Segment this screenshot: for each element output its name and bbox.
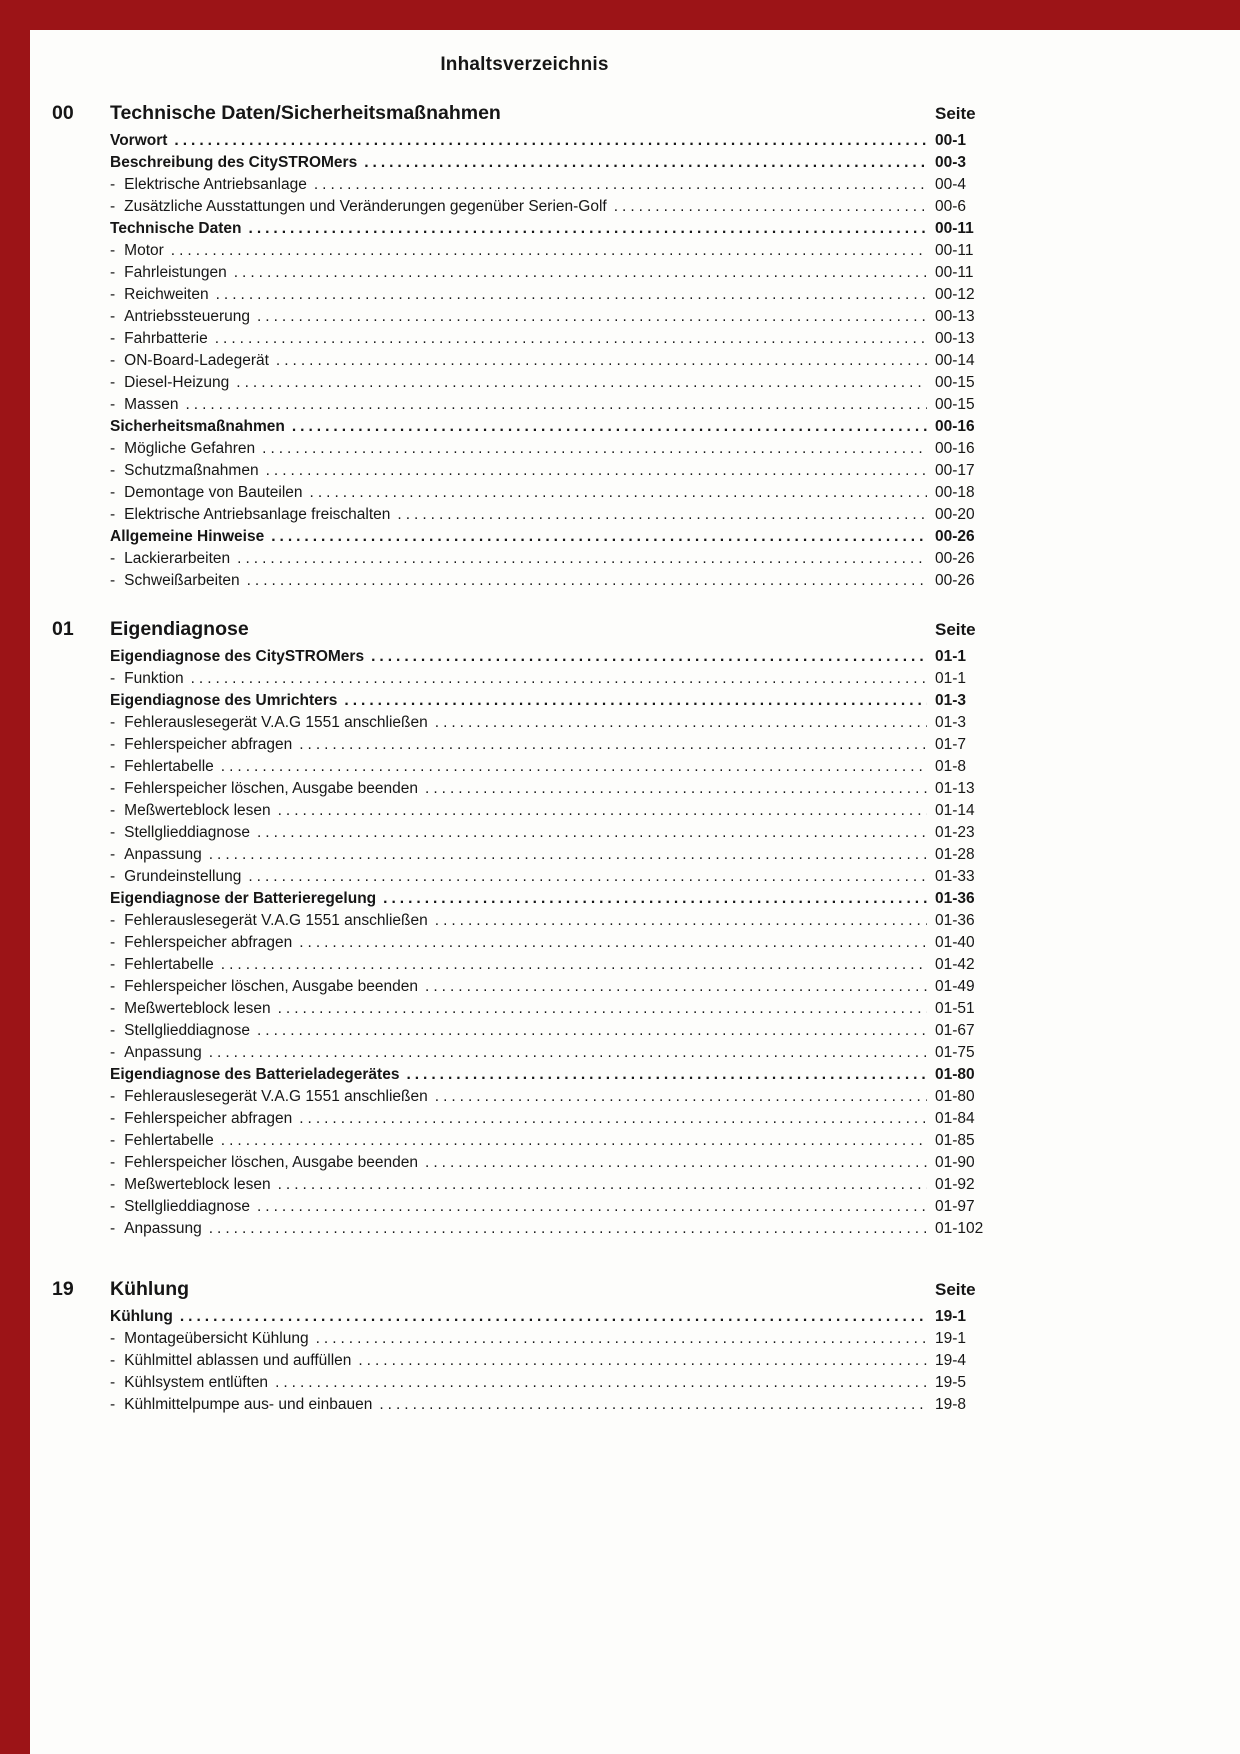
entry-page-number: 00-11 <box>935 242 974 259</box>
entry-page-number: 00-11 <box>935 264 974 281</box>
entry-page-number: 01-3 <box>935 692 967 709</box>
toc-entry <box>52 284 997 306</box>
toc-entry <box>52 690 997 712</box>
section-title: Eigendiagnose <box>110 618 249 640</box>
entry-page-number: 00-26 <box>935 550 975 567</box>
dot-leader <box>247 570 927 592</box>
entry-label: - Fehlerspeicher abfragen <box>110 734 292 756</box>
entry-label: - Anpassung <box>110 1042 202 1064</box>
entry-page-number: 01-80 <box>935 1066 975 1083</box>
toc-entry <box>52 218 997 240</box>
entry-label: - Motor <box>110 240 164 262</box>
entry-label: Sicherheitsmaßnahmen <box>110 418 285 435</box>
toc-entry <box>52 976 997 998</box>
entry-label: Kühlung <box>110 1308 173 1325</box>
toc-entry <box>52 328 997 350</box>
toc-entry <box>52 350 997 372</box>
dot-leader <box>262 438 927 460</box>
entry-page-number: 00-14 <box>935 352 975 369</box>
dot-leader <box>171 240 927 262</box>
entry-label: Eigendiagnose des Batterieladegerätes <box>110 1066 400 1083</box>
dot-leader <box>379 1394 927 1416</box>
entry-label: Eigendiagnose des CitySTROMers <box>110 648 365 665</box>
entry-label: - Stellglieddiagnose <box>110 1196 250 1218</box>
entry-label: Beschreibung des CitySTROMers <box>110 154 358 171</box>
toc-entry <box>52 866 997 888</box>
entry-label: - Schutzmaßnahmen <box>110 460 259 482</box>
entry-page-number: 00-15 <box>935 374 975 391</box>
toc-entry <box>52 668 997 690</box>
section-header <box>52 102 997 125</box>
toc-entry <box>52 306 997 328</box>
dot-leader <box>344 690 927 712</box>
entry-label: - Meßwerteblock lesen <box>110 800 271 822</box>
entry-label: - Kühlsystem entlüften <box>110 1372 268 1394</box>
dot-leader <box>435 712 927 734</box>
entry-label: - Fehlerauslesegerät V.A.G 1551 anschließen <box>110 712 428 734</box>
toc <box>52 102 997 1416</box>
entry-page-number: 00-6 <box>935 198 967 215</box>
toc-entry <box>52 1174 997 1196</box>
dot-leader <box>278 800 927 822</box>
toc-entry <box>52 954 997 976</box>
entry-page-number: 01-84 <box>935 1110 975 1127</box>
toc-entry <box>52 1306 997 1328</box>
entry-label: - Fehlerspeicher abfragen <box>110 932 292 954</box>
entry-label: - Kühlmittel ablassen und auffüllen <box>110 1350 351 1372</box>
entry-page-number: 00-26 <box>935 528 975 545</box>
entry-page-number: 00-3 <box>935 154 967 171</box>
entry-page-number: 01-13 <box>935 780 975 797</box>
entry-page-number: 00-15 <box>935 396 975 413</box>
toc-entry <box>52 1108 997 1130</box>
entry-page-number: 01-51 <box>935 1000 975 1017</box>
entry-label: - Fehlerauslesegerät V.A.G 1551 anschließen <box>110 1086 428 1108</box>
page-column-header: Seite <box>935 1280 976 1299</box>
toc-entry <box>52 1020 997 1042</box>
entry-label: - Montageübersicht Kühlung <box>110 1328 309 1350</box>
section-entries <box>52 1306 997 1416</box>
toc-entry <box>52 1196 997 1218</box>
toc-entry <box>52 932 997 954</box>
toc-section-01 <box>52 618 997 1240</box>
entry-label: - Schweißarbeiten <box>110 570 240 592</box>
dot-leader <box>221 1130 927 1152</box>
toc-entry <box>52 998 997 1020</box>
entry-page-number: 01-33 <box>935 868 975 885</box>
entry-page-number: 01-23 <box>935 824 975 841</box>
toc-entry <box>52 130 997 152</box>
toc-entry <box>52 438 997 460</box>
dot-leader <box>271 526 927 548</box>
entry-page-number: 00-11 <box>935 220 974 237</box>
entry-label: - Elektrische Antriebsanlage <box>110 174 307 196</box>
toc-entry <box>52 822 997 844</box>
dot-leader <box>614 196 927 218</box>
section-number: 01 <box>52 618 74 640</box>
dot-leader <box>237 548 927 570</box>
entry-label: - Fehlertabelle <box>110 954 214 976</box>
section-number: 19 <box>52 1278 74 1300</box>
dot-leader <box>425 778 927 800</box>
dot-leader <box>314 174 927 196</box>
entry-page-number: 01-92 <box>935 1176 975 1193</box>
dot-leader <box>257 1020 927 1042</box>
entry-label: Eigendiagnose des Umrichters <box>110 692 338 709</box>
dot-leader <box>383 888 927 910</box>
entry-label: - Lackierarbeiten <box>110 548 230 570</box>
entry-label: - Antriebssteuerung <box>110 306 250 328</box>
entry-label: - Fehlertabelle <box>110 1130 214 1152</box>
toc-entry <box>52 504 997 526</box>
entry-page-number: 01-14 <box>935 802 975 819</box>
entry-label: - Reichweiten <box>110 284 209 306</box>
entry-label: - Massen <box>110 394 178 416</box>
toc-entry <box>52 416 997 438</box>
entry-page-number: 00-16 <box>935 418 975 435</box>
entry-page-number: 00-4 <box>935 176 967 193</box>
toc-entry <box>52 778 997 800</box>
toc-entry <box>52 394 997 416</box>
entry-page-number: 19-5 <box>935 1374 967 1391</box>
dot-leader <box>358 1350 927 1372</box>
entry-label: Vorwort <box>110 132 168 149</box>
section-title: Kühlung <box>110 1278 190 1300</box>
entry-page-number: 01-75 <box>935 1044 975 1061</box>
toc-entry <box>52 526 997 548</box>
section-entries <box>52 646 997 1240</box>
toc-entry <box>52 1042 997 1064</box>
toc-entry <box>52 646 997 668</box>
entry-label: - Anpassung <box>110 1218 202 1240</box>
toc-entry <box>52 262 997 284</box>
dot-leader <box>266 460 927 482</box>
entry-page-number: 00-16 <box>935 440 975 457</box>
dot-leader <box>397 504 927 526</box>
entry-label: - Fehlerspeicher löschen, Ausgabe beenden <box>110 1152 418 1174</box>
entry-page-number: 01-102 <box>935 1220 984 1237</box>
entry-label: - Fahrleistungen <box>110 262 227 284</box>
dot-leader <box>316 1328 927 1350</box>
page-column-header: Seite <box>935 620 976 639</box>
entry-page-number: 01-3 <box>935 714 967 731</box>
toc-entry <box>52 888 997 910</box>
entry-label: - Stellglieddiagnose <box>110 1020 250 1042</box>
entry-label: - Anpassung <box>110 844 202 866</box>
dot-leader <box>234 262 927 284</box>
top-border-bar <box>0 0 1240 30</box>
toc-section-00 <box>52 102 997 592</box>
toc-entry <box>52 756 997 778</box>
entry-label: - Zusätzliche Ausstattungen und Veränderungen gegenüber Serien-Golf <box>110 196 607 218</box>
toc-entry <box>52 1350 997 1372</box>
toc-entry <box>52 240 997 262</box>
toc-entry <box>52 910 997 932</box>
toc-entry <box>52 1086 997 1108</box>
toc-section-19 <box>52 1278 997 1416</box>
dot-leader <box>221 954 927 976</box>
toc-entry <box>52 372 997 394</box>
dot-leader <box>276 350 927 372</box>
entry-label: Technische Daten <box>110 220 242 237</box>
entry-label: - Fehlerspeicher löschen, Ausgabe beenden <box>110 976 418 998</box>
dot-leader <box>221 756 927 778</box>
entry-page-number: 01-67 <box>935 1022 975 1039</box>
entry-page-number: 01-49 <box>935 978 975 995</box>
toc-entry <box>52 844 997 866</box>
page-title: Inhaltsverzeichnis <box>440 54 609 75</box>
entry-page-number: 19-4 <box>935 1352 967 1369</box>
dot-leader <box>299 932 927 954</box>
toc-entry <box>52 734 997 756</box>
dot-leader <box>292 416 927 438</box>
section-entries <box>52 130 997 592</box>
entry-label: - Demontage von Bauteilen <box>110 482 303 504</box>
dot-leader <box>435 1086 927 1108</box>
entry-label: - Kühlmittelpumpe aus- und einbauen <box>110 1394 372 1416</box>
entry-page-number: 01-1 <box>935 670 967 687</box>
entry-label: - Fehlerspeicher abfragen <box>110 1108 292 1130</box>
dot-leader <box>215 328 927 350</box>
dot-leader <box>310 482 927 504</box>
dot-leader <box>299 1108 927 1130</box>
dot-leader <box>180 1306 927 1328</box>
dot-leader <box>209 844 927 866</box>
entry-label: - Funktion <box>110 668 184 690</box>
section-number: 00 <box>52 102 74 124</box>
entry-page-number: 01-7 <box>935 736 967 753</box>
entry-page-number: 01-28 <box>935 846 975 863</box>
toc-entry <box>52 1218 997 1240</box>
dot-leader <box>249 218 927 240</box>
entry-page-number: 01-8 <box>935 758 967 775</box>
entry-page-number: 00-20 <box>935 506 975 523</box>
page-column-header: Seite <box>935 104 976 123</box>
dot-leader <box>425 1152 927 1174</box>
dot-leader <box>278 998 927 1020</box>
toc-entry <box>52 548 997 570</box>
entry-label: - Fehlerspeicher löschen, Ausgabe beenden <box>110 778 418 800</box>
toc-entry <box>52 1064 997 1086</box>
entry-label: - Stellglieddiagnose <box>110 822 250 844</box>
section-header <box>52 618 997 641</box>
entry-label: - Fahrbatterie <box>110 328 208 350</box>
toc-entry <box>52 1394 997 1416</box>
entry-label: Allgemeine Hinweise <box>110 528 265 545</box>
dot-leader <box>275 1372 927 1394</box>
entry-page-number: 00-1 <box>935 132 967 149</box>
toc-entry <box>52 196 997 218</box>
entry-page-number: 01-40 <box>935 934 975 951</box>
toc-entry <box>52 712 997 734</box>
entry-page-number: 00-12 <box>935 286 975 303</box>
toc-entry <box>52 482 997 504</box>
left-border-bar <box>0 0 30 1754</box>
dot-leader <box>425 976 927 998</box>
entry-page-number: 00-17 <box>935 462 975 479</box>
dot-leader <box>236 372 927 394</box>
dot-leader <box>209 1042 927 1064</box>
entry-label: - Fehlertabelle <box>110 756 214 778</box>
dot-leader <box>299 734 927 756</box>
entry-page-number: 19-1 <box>935 1308 967 1325</box>
dot-leader <box>364 152 927 174</box>
entry-page-number: 19-1 <box>935 1330 967 1347</box>
dot-leader <box>174 130 927 152</box>
toc-entry <box>52 460 997 482</box>
entry-page-number: 00-18 <box>935 484 975 501</box>
entry-page-number: 01-80 <box>935 1088 975 1105</box>
dot-leader <box>406 1064 927 1086</box>
dot-leader <box>371 646 927 668</box>
dot-leader <box>278 1174 927 1196</box>
entry-page-number: 00-26 <box>935 572 975 589</box>
entry-page-number: 01-90 <box>935 1154 975 1171</box>
entry-label: - ON-Board-Ladegerät <box>110 350 269 372</box>
entry-label: - Meßwerteblock lesen <box>110 1174 271 1196</box>
entry-page-number: 19-8 <box>935 1396 967 1413</box>
toc-entry <box>52 800 997 822</box>
toc-entry <box>52 1372 997 1394</box>
toc-entry <box>52 1328 997 1350</box>
entry-label: - Elektrische Antriebsanlage freischalten <box>110 504 390 526</box>
section-header <box>52 1278 997 1301</box>
entry-label: Eigendiagnose der Batterieregelung <box>110 890 377 907</box>
entry-page-number: 01-36 <box>935 890 975 907</box>
dot-leader <box>257 1196 927 1218</box>
dot-leader <box>257 822 927 844</box>
section-title: Technische Daten/Sicherheitsmaßnahmen <box>110 102 501 124</box>
toc-entry <box>52 1152 997 1174</box>
toc-entry <box>52 174 997 196</box>
toc-entry <box>52 1130 997 1152</box>
toc-entry <box>52 152 997 174</box>
entry-page-number: 01-97 <box>935 1198 975 1215</box>
entry-page-number: 01-1 <box>935 648 967 665</box>
entry-page-number: 01-85 <box>935 1132 975 1149</box>
entry-page-number: 00-13 <box>935 308 975 325</box>
dot-leader <box>185 394 927 416</box>
dot-leader <box>216 284 927 306</box>
dot-leader <box>257 306 927 328</box>
dot-leader <box>248 866 927 888</box>
entry-page-number: 00-13 <box>935 330 975 347</box>
entry-label: - Grundeinstellung <box>110 866 241 888</box>
entry-label: - Meßwerteblock lesen <box>110 998 271 1020</box>
entry-label: - Mögliche Gefahren <box>110 438 255 460</box>
entry-page-number: 01-36 <box>935 912 975 929</box>
entry-label: - Fehlerauslesegerät V.A.G 1551 anschließen <box>110 910 428 932</box>
dot-leader <box>209 1218 927 1240</box>
entry-page-number: 01-42 <box>935 956 975 973</box>
dot-leader <box>435 910 927 932</box>
entry-label: - Diesel-Heizung <box>110 372 229 394</box>
dot-leader <box>191 668 927 690</box>
toc-entry <box>52 570 997 592</box>
